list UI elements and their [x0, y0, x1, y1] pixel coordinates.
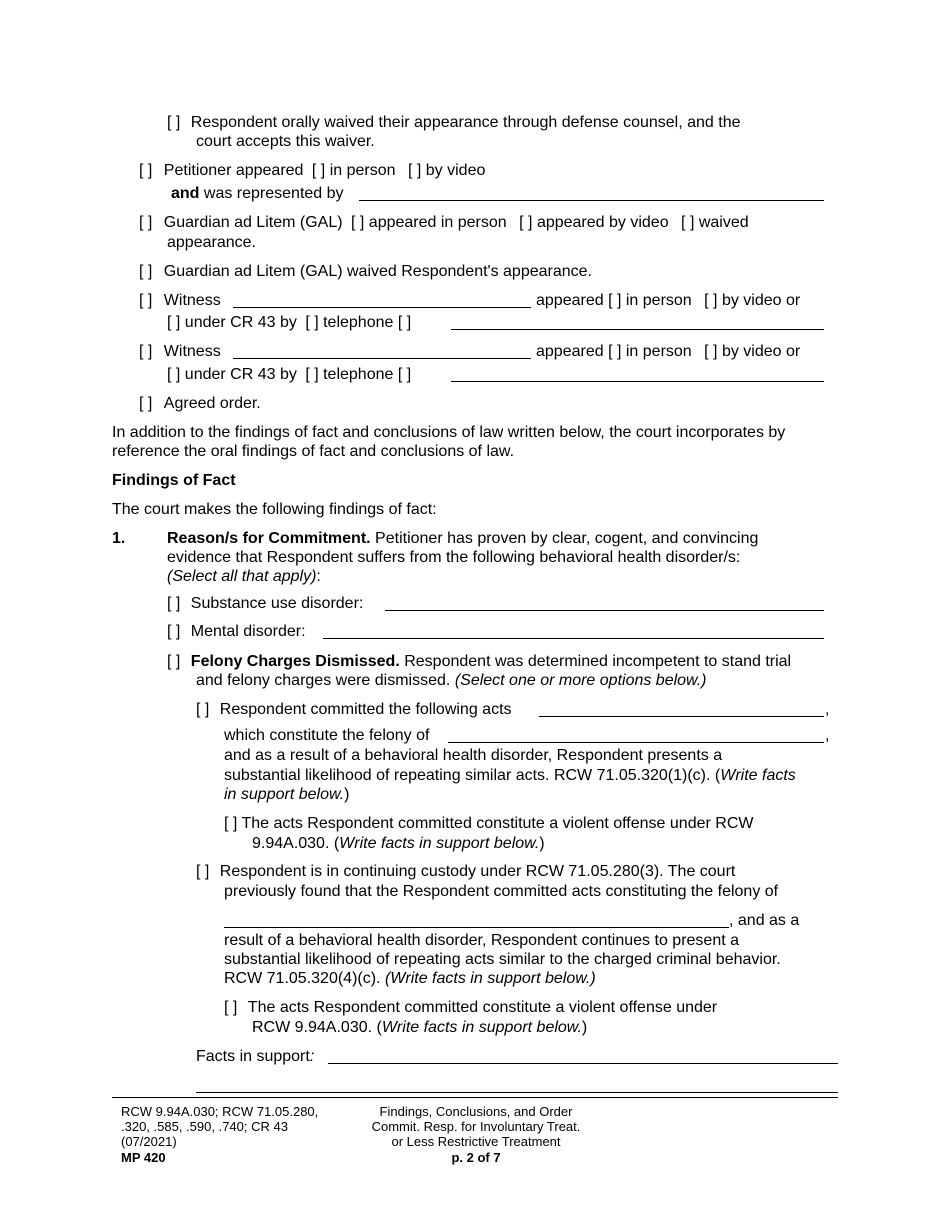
item-number: 1.: [112, 530, 126, 547]
appeared-label: appeared: [536, 343, 604, 360]
custody-row: [196, 862, 735, 881]
gal-in-person: appeared in person: [368, 214, 507, 231]
witness-label: Witness: [163, 292, 221, 309]
gal-waived-text: Guardian ad Litem (GAL) waived Respondent's appearance.: [163, 263, 592, 280]
cr43-label: under CR 43 by: [184, 314, 297, 331]
violent-2-row: [224, 998, 717, 1017]
checkbox[interactable]: [ ]: [224, 815, 238, 832]
footer-divider: [112, 1097, 838, 1098]
footer-title-3: or Less Restrictive Treatment: [391, 1134, 561, 1149]
footer-revision-date: (07/2021): [121, 1134, 177, 1149]
by-video-or-label: by video or: [721, 292, 801, 309]
checkbox[interactable]: [ ]: [167, 595, 181, 612]
felony-row: [167, 652, 791, 671]
gal-label: Guardian ad Litem (GAL): [163, 214, 343, 231]
witness-1-other-field[interactable]: [451, 329, 824, 330]
substance-row: [167, 594, 363, 613]
bh-text: and as a result of a behavioral health disorder, Respondent presents a: [224, 747, 723, 764]
footer-rcw-2: .320, .585, .590, .740; CR 43: [121, 1119, 288, 1134]
checkbox[interactable]: [ ]: [407, 162, 422, 179]
footer-title-1: Findings, Conclusions, and Order: [379, 1104, 573, 1119]
facts-support-label: Facts in support:: [196, 1048, 315, 1065]
represented-row: [171, 184, 344, 203]
checkbox[interactable]: [ ]: [196, 701, 210, 718]
checkbox[interactable]: [ ]: [167, 653, 181, 670]
cr43-label: under CR 43 by: [184, 366, 297, 383]
petitioner-label: Petitioner appeared: [163, 162, 304, 179]
by-video-or-label: by video or: [721, 343, 801, 360]
mental-field[interactable]: [323, 638, 824, 639]
waiver-row: [167, 113, 741, 132]
violent-1-text-cont: 9.94A.030. (Write facts in support below.): [252, 835, 545, 852]
violent-2-text-cont: RCW 9.94A.030. (Write facts in support below.): [252, 1019, 588, 1036]
mental-row: [167, 622, 306, 641]
checkbox[interactable]: [ ]: [167, 623, 181, 640]
felony-of-field[interactable]: [448, 742, 824, 743]
checkbox[interactable]: [ ]: [519, 214, 533, 231]
incorporation-text-cont: reference the oral findings of fact and conclusions of law.: [112, 443, 515, 460]
checkbox[interactable]: [ ]: [305, 314, 319, 331]
violent-1-text: The acts Respondent committed constitute a violent offense under RCW: [241, 815, 754, 832]
checkbox[interactable]: [ ]: [397, 366, 412, 383]
checkbox[interactable]: [ ]: [167, 114, 181, 131]
custody-text: Respondent is in continuing custody under RCW 71.05.280(3). The court: [219, 863, 736, 880]
telephone-label: telephone: [323, 314, 394, 331]
witness-2-appeared: [536, 342, 800, 361]
footer-page-number: p. 2 of 7: [451, 1150, 501, 1165]
checkbox[interactable]: [ ]: [139, 162, 153, 179]
facts-support-field-2[interactable]: [196, 1092, 838, 1093]
custody-text-5: substantial likelihood of repeating acts similar to the charged criminal behavior.: [224, 951, 781, 968]
reason-text: Petitioner has proven by clear, cogent, and convincing: [375, 530, 759, 547]
checkbox[interactable]: [ ]: [311, 162, 326, 179]
findings-heading: Findings of Fact: [112, 472, 236, 489]
waiver-text-cont: court accepts this waiver.: [196, 133, 375, 150]
custody-felony-field[interactable]: [224, 927, 729, 928]
custody-text-6: RCW 71.05.320(4)(c). (Write facts in support below.): [224, 970, 596, 987]
checkbox[interactable]: [ ]: [196, 863, 210, 880]
comma: ,: [825, 727, 830, 744]
in-person-label: in person: [329, 162, 396, 179]
checkbox[interactable]: [ ]: [608, 292, 622, 309]
witness-2-cr43: [167, 365, 411, 384]
witness-1-name-field[interactable]: [233, 307, 531, 308]
select-all-line: (Select all that apply):: [167, 568, 321, 585]
checkbox[interactable]: [ ]: [704, 292, 718, 309]
acts-label: Respondent committed the following acts: [219, 701, 512, 718]
gal-waived-row: [139, 262, 592, 281]
acts-row: [196, 700, 512, 719]
checkbox[interactable]: [ ]: [224, 999, 238, 1016]
checkbox[interactable]: [ ]: [681, 214, 695, 231]
in-person-label: in person: [625, 292, 692, 309]
and-as-a: , and as a: [729, 912, 800, 929]
mental-label: Mental disorder:: [190, 623, 306, 640]
waiver-text: Respondent orally waived their appearance through defense counsel, and the: [190, 114, 741, 131]
gal-by-video: appeared by video: [536, 214, 669, 231]
checkbox[interactable]: [ ]: [139, 214, 153, 231]
bh-text-cont2: in support below.): [224, 786, 350, 803]
checkbox[interactable]: [ ]: [351, 214, 365, 231]
reason-title: Reason/s for Commitment.: [167, 530, 371, 547]
checkbox[interactable]: [ ]: [397, 314, 412, 331]
checkbox[interactable]: [ ]: [305, 366, 319, 383]
checkbox[interactable]: [ ]: [704, 343, 718, 360]
checkbox[interactable]: [ ]: [139, 263, 153, 280]
constitute-felony-label: which constitute the felony of: [224, 727, 430, 744]
custody-text-4: result of a behavioral health disorder, Respondent continues to present a: [224, 932, 739, 949]
witness-1-appeared: [536, 291, 800, 310]
and-bold: and: [171, 185, 200, 202]
checkbox[interactable]: [ ]: [167, 366, 181, 383]
gal-row: [139, 213, 749, 232]
custody-text-cont: previously found that the Respondent committed acts constituting the felony of: [224, 883, 779, 900]
bh-text-cont: substantial likelihood of repeating similar acts. RCW 71.05.320(1)(c). (Write facts: [224, 767, 796, 784]
agreed-row: [139, 394, 261, 413]
agreed-label: Agreed order.: [163, 395, 261, 412]
by-video-label: by video: [425, 162, 486, 179]
telephone-label: telephone: [323, 366, 394, 383]
witness-2-other-field[interactable]: [451, 381, 824, 382]
reason-text-cont: evidence that Respondent suffers from the following behavioral health disorder/s:: [167, 549, 741, 566]
footer-title-2: Commit. Resp. for Involuntary Treat.: [371, 1119, 581, 1134]
checkbox[interactable]: [ ]: [139, 343, 153, 360]
represented-by-field[interactable]: [359, 200, 824, 201]
witness-2-row: [139, 342, 221, 361]
checkbox[interactable]: [ ]: [608, 343, 622, 360]
substance-label: Substance use disorder:: [190, 595, 364, 612]
checkbox[interactable]: [ ]: [167, 314, 181, 331]
substance-field[interactable]: [385, 610, 824, 611]
felony-text: Respondent was determined incompetent to stand trial: [404, 653, 792, 670]
incorporation-text: In addition to the findings of fact and conclusions of law written below, the court incorporates by: [112, 424, 786, 441]
in-person-label: in person: [625, 343, 692, 360]
witness-1-cr43: [167, 313, 411, 332]
comma: ,: [825, 701, 830, 718]
appeared-label: appeared: [536, 292, 604, 309]
represented-label: was represented by: [203, 185, 344, 202]
felony-title: Felony Charges Dismissed.: [190, 653, 400, 670]
facts-support-field[interactable]: [328, 1063, 838, 1064]
violent-2-text: The acts Respondent committed constitute a violent offense under: [247, 999, 718, 1016]
checkbox[interactable]: [ ]: [139, 395, 153, 412]
gal-waived: waived: [698, 214, 749, 231]
petitioner-row: [139, 161, 485, 180]
acts-field[interactable]: [539, 716, 824, 717]
witness-2-name-field[interactable]: [233, 358, 531, 359]
violent-1-row: [224, 814, 753, 833]
witness-label: Witness: [163, 343, 221, 360]
witness-1-row: [139, 291, 221, 310]
felony-text-cont: and felony charges were dismissed. (Select one or more options below.): [196, 672, 707, 689]
findings-intro: The court makes the following findings of fact:: [112, 501, 437, 518]
footer-form-id: MP 420: [121, 1150, 166, 1165]
gal-row-cont: appearance.: [167, 234, 256, 251]
footer-rcw-1: RCW 9.94A.030; RCW 71.05.280,: [121, 1104, 319, 1119]
reason-line: [167, 529, 758, 548]
checkbox[interactable]: [ ]: [139, 292, 153, 309]
